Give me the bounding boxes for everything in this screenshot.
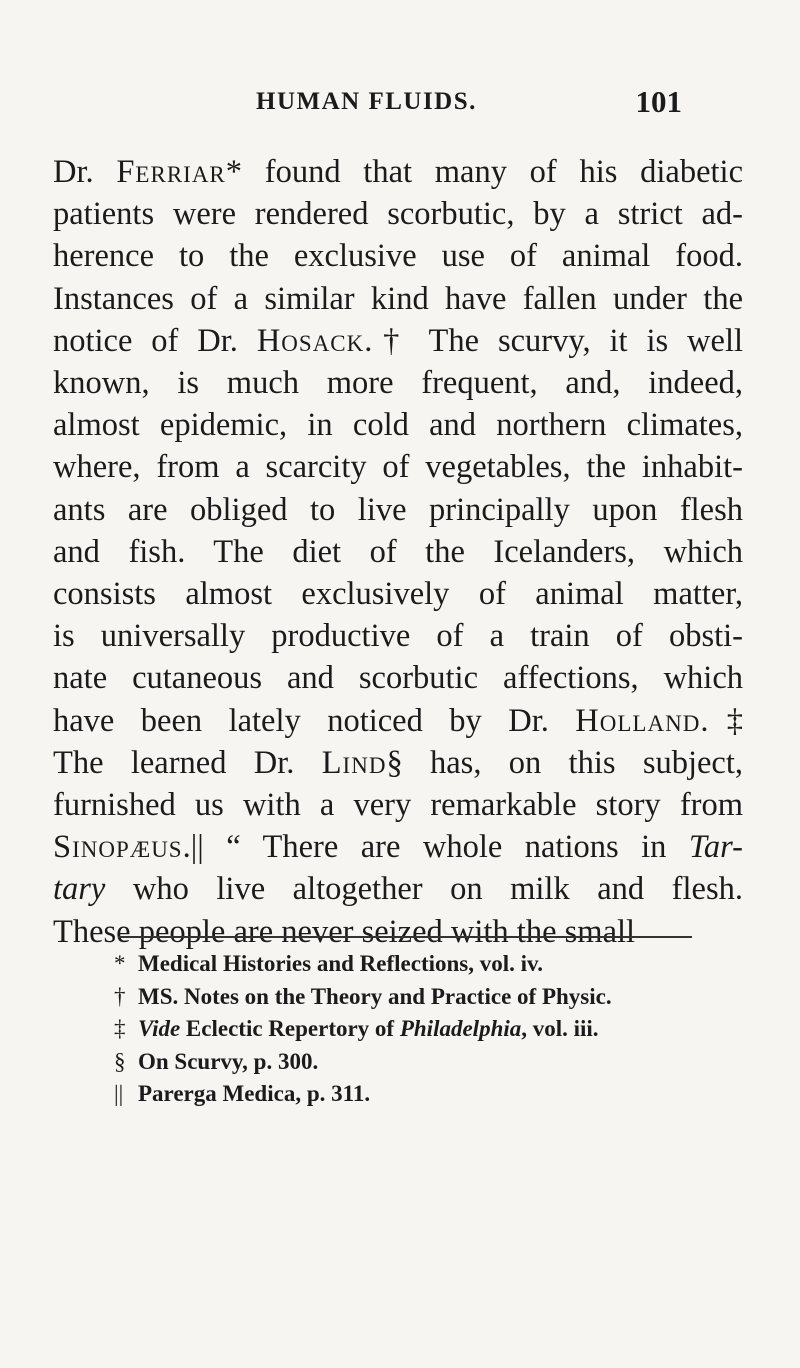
text-line: notice of Dr. Hosack.† The scurvy, it is well bbox=[53, 322, 744, 359]
footnotes bbox=[114, 948, 714, 1111]
text-line: herence to the exclusive use of animal food. bbox=[53, 238, 743, 275]
text-line: almost epidemic, in cold and northern climates, bbox=[53, 407, 743, 444]
footnote bbox=[114, 1078, 714, 1111]
footnote-mark: * bbox=[114, 951, 126, 976]
footnote-text: MS. Notes on the Theory and Practice of Physic. bbox=[138, 983, 612, 1009]
footnote bbox=[114, 1013, 714, 1046]
text-line: nate cutaneous and scorbutic affections, which bbox=[53, 660, 743, 697]
text-line: furnished us with a very remarkable story from bbox=[53, 787, 743, 824]
text-line: The learned Dr. Lind§ has, on this subject, bbox=[53, 744, 743, 781]
footnote-mark: § bbox=[114, 1048, 126, 1074]
text-line: have been lately noticed by Dr. Holland.‡ bbox=[53, 702, 743, 739]
text-line: Dr. Ferriar* found that many of his diabetic bbox=[53, 154, 743, 190]
text-line: known, is much more frequent, and, indeed, bbox=[53, 365, 743, 402]
body-paragraph bbox=[53, 151, 743, 953]
footnote-text: Parerga Medica, p. 311. bbox=[138, 1081, 371, 1106]
footnote-text: Medical Histories and Reflections, vol. iv. bbox=[138, 951, 544, 976]
footnote bbox=[114, 981, 714, 1014]
text-line: is universally productive of a train of obsti- bbox=[53, 618, 743, 655]
footnote-mark: || bbox=[114, 1081, 124, 1106]
footnote-mark: ‡ bbox=[114, 1016, 126, 1041]
text-line: and fish. The diet of the Icelanders, which bbox=[53, 533, 743, 570]
footnote-divider bbox=[118, 936, 692, 938]
running-title: HUMAN FLUIDS. bbox=[256, 88, 477, 115]
text-line: patients were rendered scorbutic, by a strict ad- bbox=[53, 196, 743, 233]
text-line: Instances of a similar kind have fallen under the bbox=[53, 280, 743, 317]
footnote-text: Vide Eclectic Repertory of Philadelphia, vol. iii. bbox=[138, 1016, 599, 1041]
text-line: ants are obliged to live principally upon flesh bbox=[53, 491, 743, 528]
footnote-text: On Scurvy, p. 300. bbox=[138, 1048, 319, 1074]
text-line: tary who live altogether on milk and flesh. bbox=[53, 871, 743, 908]
text-line: consists almost exclusively of animal matter, bbox=[53, 576, 743, 613]
text-line: These people are never seized with the small bbox=[53, 913, 636, 950]
text-line: where, from a scarcity of vegetables, the inhabit- bbox=[53, 449, 743, 486]
page-number: 101 bbox=[635, 84, 682, 119]
running-head bbox=[60, 84, 740, 124]
footnote bbox=[114, 1046, 714, 1079]
text-line: Sinopæus.|| “ There are whole nations in Tar- bbox=[53, 829, 743, 866]
footnote-mark: † bbox=[114, 983, 126, 1009]
footnote bbox=[114, 948, 714, 981]
